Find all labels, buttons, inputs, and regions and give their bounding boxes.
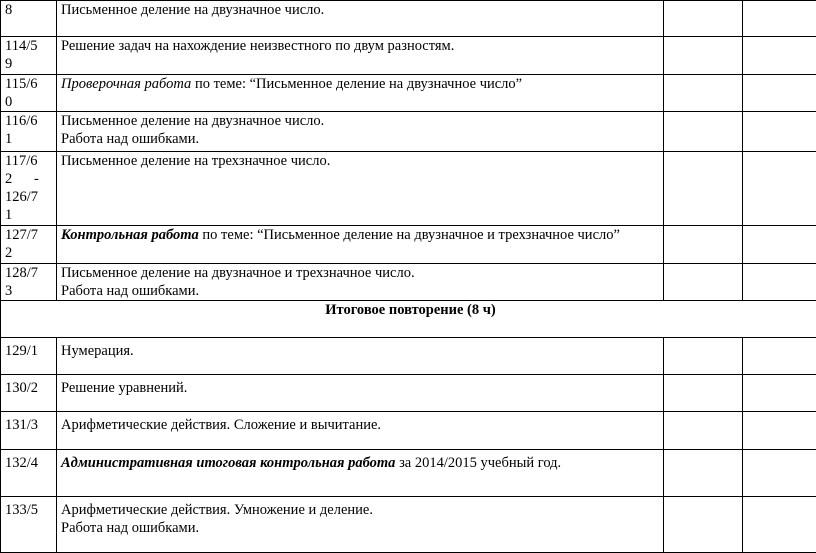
lesson-number-line: 2 - [5,170,56,188]
lesson-number-cell [1,450,57,497]
section-heading: Итоговое повторение (8 ч) [1,301,816,338]
date-planned-cell [664,1,743,37]
lesson-number-line: 127/7 [5,226,56,244]
date-actual-cell [743,264,816,301]
lesson-topic-cell [57,338,664,375]
work-type-label: Административная итоговая контрольная работа [61,455,395,471]
table-row [1,1,816,37]
section-row [1,301,816,338]
lesson-topic-cell [57,497,664,553]
topic-line [61,112,663,130]
topic-line [61,379,663,397]
date-planned-cell [664,412,743,450]
lesson-number-line: 115/6 [5,75,56,93]
table-row [1,412,816,450]
lesson-topic-cell [57,264,664,301]
date-planned-cell [664,450,743,497]
topic-text: Нумерация. [61,343,134,359]
date-actual-cell [743,338,816,375]
lesson-number-line: 128/7 [5,264,56,282]
topic-line [61,416,663,434]
lesson-topic-cell [57,112,664,152]
lesson-topic-cell [57,412,664,450]
table-row [1,226,816,264]
date-actual-cell [743,450,816,497]
lesson-number-cell [1,75,57,112]
date-actual-cell [743,37,816,75]
date-planned-cell [664,112,743,152]
lesson-number-cell [1,264,57,301]
topic-line [61,282,663,300]
lesson-topic-cell [57,1,664,37]
date-actual-cell [743,112,816,152]
lesson-number-line: 9 [5,55,56,73]
lesson-topic-cell [57,226,664,264]
lesson-plan-body [1,1,816,553]
date-actual-cell [743,412,816,450]
lesson-number-line: 1 [5,130,56,148]
lesson-number-line: 117/6 [5,152,56,170]
date-actual-cell [743,1,816,37]
topic-text: Работа над ошибками. [61,283,199,299]
lesson-number-line: 3 [5,282,56,300]
topic-text: Решение уравнений. [61,380,187,396]
lesson-number-line: 131/3 [5,416,56,434]
table-row [1,112,816,152]
date-actual-cell [743,497,816,553]
topic-text: Работа над ошибками. [61,520,199,536]
topic-line [61,519,663,537]
topic-text: Арифметические действия. Умножение и деление. [61,502,373,518]
lesson-number-line: 129/1 [5,342,56,360]
topic-line [61,130,663,148]
date-planned-cell [664,152,743,226]
date-actual-cell [743,226,816,264]
topic-line [61,342,663,360]
lesson-number-cell [1,112,57,152]
date-actual-cell [743,375,816,412]
date-planned-cell [664,226,743,264]
lesson-number-cell [1,375,57,412]
topic-text: Решение задач на нахождение неизвестного по двум разностям. [61,38,454,54]
lesson-number-line: 116/6 [5,112,56,130]
lesson-number-cell [1,412,57,450]
table-row [1,152,816,226]
topic-text: Письменное деление на двузначное число. [61,2,324,18]
date-actual-cell [743,75,816,112]
date-planned-cell [664,497,743,553]
table-row [1,450,816,497]
lesson-topic-cell [57,37,664,75]
lesson-number-line: 130/2 [5,379,56,397]
table-row [1,37,816,75]
lesson-topic-cell [57,152,664,226]
topic-text: Письменное деление на двузначное и трехзначное число. [61,265,415,281]
lesson-topic-cell [57,375,664,412]
table-row [1,338,816,375]
lesson-topic-cell [57,450,664,497]
topic-line [61,75,663,93]
date-planned-cell [664,375,743,412]
lesson-number-cell [1,497,57,553]
table-row [1,75,816,112]
date-planned-cell [664,75,743,112]
lesson-topic-cell [57,75,664,112]
lesson-number-cell [1,37,57,75]
work-type-label: Проверочная работа [61,76,191,92]
topic-line [61,226,663,244]
lesson-number-line: 1 [5,206,56,224]
topic-line [61,152,663,170]
topic-text: за 2014/2015 учебный год. [395,455,561,471]
lesson-number-cell [1,152,57,226]
lesson-number-line: 0 [5,93,56,111]
lesson-number-cell [1,226,57,264]
table-row [1,264,816,301]
date-actual-cell [743,152,816,226]
topic-text: Письменное деление на двузначное число. [61,113,324,129]
topic-text: Работа над ошибками. [61,131,199,147]
lesson-number-line: 126/7 [5,188,56,206]
topic-text: Письменное деление на трехзначное число. [61,153,330,169]
date-planned-cell [664,338,743,375]
topic-text: Арифметические действия. Сложение и вычитание. [61,417,381,433]
table-row [1,375,816,412]
lesson-number-cell [1,338,57,375]
lesson-number-line: 2 [5,244,56,262]
date-planned-cell [664,37,743,75]
topic-text: по теме: “Письменное деление на двузначное число” [191,76,522,92]
topic-line [61,37,663,55]
lesson-number-line: 133/5 [5,501,56,519]
topic-text: по теме: “Письменное деление на двузначное и трехзначное число” [199,227,620,243]
topic-line [61,264,663,282]
lesson-number-line: 8 [5,1,56,19]
lesson-number-line: 132/4 [5,454,56,472]
work-type-label: Контрольная работа [61,227,199,243]
topic-line [61,1,663,19]
topic-line [61,501,663,519]
date-planned-cell [664,264,743,301]
lesson-number-cell [1,1,57,37]
lesson-number-line: 114/5 [5,37,56,55]
table-row [1,497,816,553]
topic-line [61,454,663,472]
